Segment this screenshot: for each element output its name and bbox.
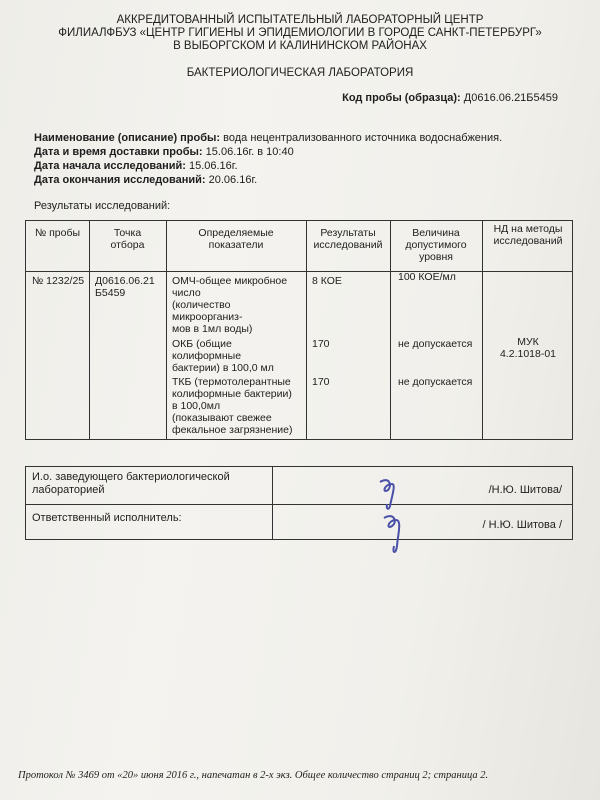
header-limit-2: допустимого [405, 239, 467, 251]
executor-name: / Н.Ю. Шитова / [482, 519, 562, 531]
signature-scribble-2 [376, 512, 416, 558]
result-okb: 170 [312, 338, 330, 350]
start-date-value: 15.06.16г. [188, 160, 238, 172]
end-date-line [34, 174, 257, 186]
results-heading: Результаты исследований: [34, 200, 171, 212]
nd-method-1: МУК [517, 336, 539, 348]
end-date-value: 20.06.16г. [208, 174, 258, 186]
result-tkb: 170 [312, 376, 330, 388]
header-limit-1: Величина [412, 227, 460, 239]
header-point-2: отбора [110, 239, 145, 251]
limit-tkb: не допускается [398, 376, 473, 388]
header-nd-2: исследований [493, 235, 563, 247]
param-tkb-3: в 100,0мл [172, 400, 221, 412]
param-omch-3: (количество [172, 299, 231, 311]
nd-method-2: 4.2.1018-01 [499, 348, 557, 360]
signature-scribble-1 [370, 474, 410, 514]
start-date-line [34, 160, 238, 172]
param-omch-4: микроорганиз- [172, 311, 243, 323]
param-okb-1: ОКБ (общие [172, 338, 232, 350]
param-okb-3: бактерии) в 100,0 мл [172, 362, 274, 374]
org-title-line-1: АККРЕДИТОВАННЫЙ ИСПЫТАТЕЛЬНЫЙ ЛАБОРАТОРНЫЙ ЦЕНТР [116, 14, 484, 26]
sample-name-label: Наименование (описание) пробы: [34, 132, 221, 144]
limit-okb: не допускается [398, 338, 473, 350]
header-results-2: исследований [313, 239, 383, 251]
delivery-value: 15.06.16г. в 10:40 [205, 146, 294, 158]
start-date-label: Дата начала исследований: [34, 160, 186, 172]
header-point-1: Точка [113, 227, 142, 239]
header-limit-3: уровня [419, 251, 453, 263]
header-params-2: показатели [208, 239, 264, 251]
lab-title: БАКТЕРИОЛОГИЧЕСКАЯ ЛАБОРАТОРИЯ [186, 67, 414, 79]
cell-probe: № 1232/25 [32, 275, 85, 287]
delivery-line [34, 146, 294, 158]
param-omch-1: ОМЧ-общее микробное [172, 275, 288, 287]
head-title-2: лабораторией [32, 484, 105, 496]
end-date-label: Дата окончания исследований: [34, 174, 206, 186]
org-title-line-2: ФИЛИАЛФБУЗ «ЦЕНТР ГИГИЕНЫ И ЭПИДЕМИОЛОГИИ В ГОРОДЕ САНКТ-ПЕТЕРБУРГ» [58, 27, 542, 39]
results-table [25, 220, 573, 440]
result-omch: 8 КОЕ [312, 275, 342, 287]
param-tkb-5: фекальное загрязнение) [172, 424, 293, 436]
param-omch-2: число [172, 287, 201, 299]
sample-code-label: Код пробы (образца): [342, 92, 461, 104]
cell-point-1: Д0616.06.21 [95, 275, 155, 287]
param-tkb-4: (показывают свежее [172, 412, 272, 424]
signature-table [25, 466, 573, 540]
header-params-1: Определяемые [198, 227, 274, 239]
head-name: /Н.Ю. Шитова/ [488, 484, 562, 496]
protocol-footer: Протокол № 3469 от «20» июня 2016 г., напечатан в 2-х экз. Общее количество страниц 2; страница 2. [18, 770, 489, 781]
sample-name-value: вода нецентрализованного источника водоснабжения. [223, 132, 503, 144]
param-tkb-2: колиформные бактерии) [172, 388, 292, 400]
sample-code [342, 92, 558, 104]
header-results-1: Результаты [320, 227, 376, 239]
head-title-1: И.о. заведующего бактериологической [32, 471, 230, 483]
param-omch-5: мов в 1мл воды) [172, 323, 253, 335]
limit-omch: 100 КОЕ/мл [398, 271, 456, 283]
org-title-line-3: В ВЫБОРГСКОМ И КАЛИНИНСКОМ РАЙОНАХ [173, 40, 427, 52]
header-nd-1: НД на методы [493, 223, 563, 235]
executor-title: Ответственный исполнитель: [32, 512, 182, 524]
sample-code-value: Д0616.06.21Б5459 [463, 92, 558, 104]
sample-name-line [34, 132, 502, 144]
delivery-label: Дата и время доставки пробы: [34, 146, 203, 158]
header-probe: № пробы [34, 227, 81, 239]
param-okb-2: колиформные [172, 350, 242, 362]
param-tkb-1: ТКБ (термотолерантные [172, 376, 291, 388]
cell-point-2: Б5459 [95, 287, 126, 299]
